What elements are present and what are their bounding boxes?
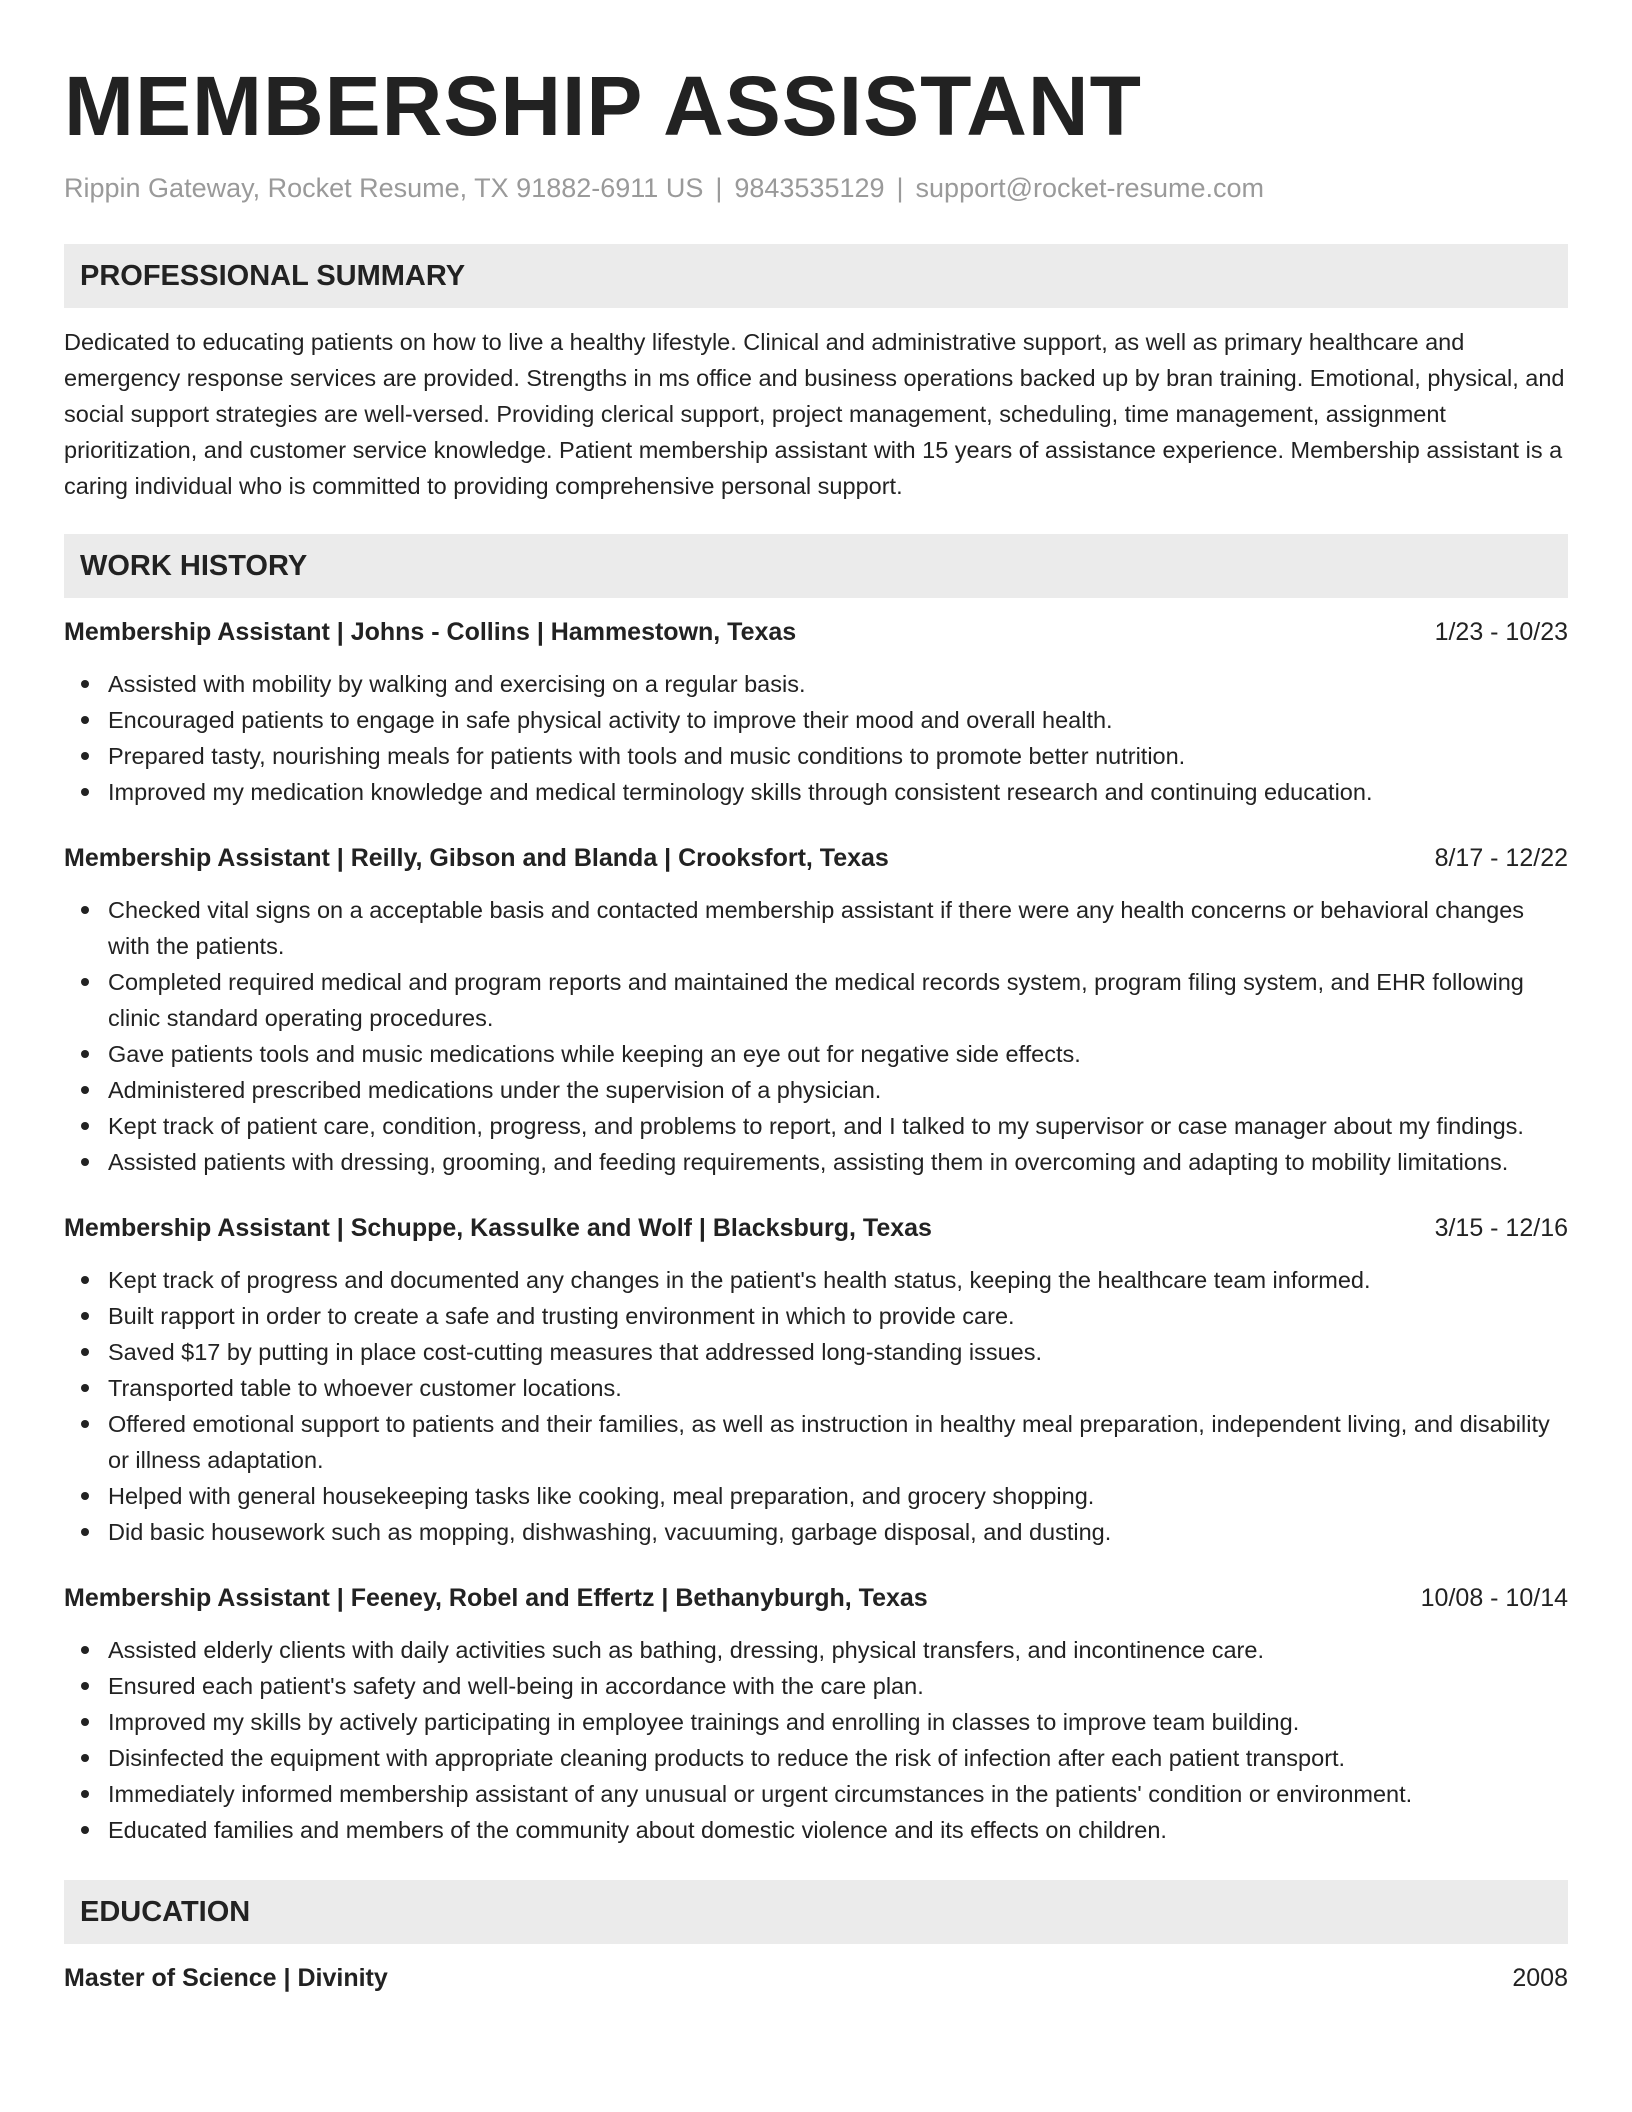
education-degree: Master of Science | Divinity [64,1964,388,1992]
job-title: Membership Assistant | Schuppe, Kassulke and Wolf | Blacksburg, Texas [64,1214,932,1242]
job-bullet: Administered prescribed medications under the supervision of a physician. [64,1072,1568,1108]
job-bullet: Assisted patients with dressing, grooming, and feeding requirements, assisting them in overcoming and adapting to mobility limitations. [64,1144,1568,1180]
section-heading-work-history: WORK HISTORY [64,534,1568,598]
job-bullet: Helped with general housekeeping tasks like cooking, meal preparation, and grocery shopping. [64,1478,1568,1514]
contact-separator: | [715,173,723,203]
contact-phone: 9843535129 [734,173,885,203]
job-bullet: Saved $17 by putting in place cost-cutting measures that addressed long-standing issues. [64,1334,1568,1370]
job-header [64,614,1568,650]
education-entry [64,1960,1568,1996]
contact-separator: | [896,173,904,203]
job-bullet-list [64,892,1568,1180]
job-bullet: Ensured each patient's safety and well-being in accordance with the care plan. [64,1668,1568,1704]
job-bullet: Encouraged patients to engage in safe physical activity to improve their mood and overall health. [64,702,1568,738]
job-title: Membership Assistant | Feeney, Robel and Effertz | Bethanyburgh, Texas [64,1584,928,1612]
contact-email: support@rocket-resume.com [915,173,1265,203]
job-bullet: Built rapport in order to create a safe and trusting environment in which to provide care. [64,1298,1568,1334]
summary-text: Dedicated to educating patients on how to live a healthy lifestyle. Clinical and administrative support, as well as primary healthcare and emergency response services are provided. Strengths in ms office and business operations backed up by bran training. Emotional, physical, and social support strategies are well-versed. Providing clerical support, project management, scheduling, time management, assignment prioritization, and customer service knowledge. Patient membership assistant with 15 years of assistance experience. Membership assistant is a caring individual who is committed to providing comprehensive personal support. [64,329,1565,499]
job-bullet: Prepared tasty, nourishing meals for patients with tools and music conditions to promote better nutrition. [64,738,1568,774]
job-bullet: Kept track of progress and documented any changes in the patient's health status, keeping the healthcare team informed. [64,1262,1568,1298]
job-bullet: Kept track of patient care, condition, progress, and problems to report, and I talked to my supervisor or case manager about my findings. [64,1108,1568,1144]
job-bullet: Improved my skills by actively participating in employee trainings and enrolling in classes to improve team building. [64,1704,1568,1740]
job-header [64,840,1568,876]
contact-line [64,170,1568,206]
job-bullet: Disinfected the equipment with appropriate cleaning products to reduce the risk of infection after each patient transport. [64,1740,1568,1776]
job-entry [64,614,1568,810]
job-title: Membership Assistant | Reilly, Gibson and Blanda | Crooksfort, Texas [64,844,889,872]
job-bullet-list [64,1632,1568,1848]
job-bullet: Educated families and members of the community about domestic violence and its effects on children. [64,1812,1568,1848]
job-entry [64,1580,1568,1848]
contact-address: Rippin Gateway, Rocket Resume, TX 91882-6911 US [64,173,704,203]
job-entry [64,840,1568,1180]
job-dates: 3/15 - 12/16 [1434,1214,1568,1242]
job-dates: 10/08 - 10/14 [1420,1584,1568,1612]
section-heading-summary: PROFESSIONAL SUMMARY [64,244,1568,308]
job-bullet: Assisted elderly clients with daily activities such as bathing, dressing, physical transfers, and incontinence care. [64,1632,1568,1668]
job-bullet-list [64,1262,1568,1550]
job-bullet: Gave patients tools and music medications while keeping an eye out for negative side effects. [64,1036,1568,1072]
job-title: Membership Assistant | Johns - Collins | Hammestown, Texas [64,618,797,646]
job-bullet: Completed required medical and program reports and maintained the medical records system, program filing system, and EHR following clinic standard operating procedures. [64,964,1568,1036]
education-year: 2008 [1512,1964,1568,1992]
section-heading-education: EDUCATION [64,1880,1568,1944]
job-bullet: Assisted with mobility by walking and exercising on a regular basis. [64,666,1568,702]
job-bullet: Checked vital signs on a acceptable basis and contacted membership assistant if there were any health concerns or behavioral changes with the patients. [64,892,1568,964]
job-entry [64,1210,1568,1550]
job-bullet: Immediately informed membership assistant of any unusual or urgent circumstances in the patients' condition or environment. [64,1776,1568,1812]
job-header [64,1580,1568,1616]
job-bullet: Improved my medication knowledge and medical terminology skills through consistent research and continuing education. [64,774,1568,810]
job-dates: 1/23 - 10/23 [1434,618,1568,646]
job-bullet-list [64,666,1568,810]
work-history-list [64,614,1568,1848]
resume-name: MEMBERSHIP ASSISTANT [64,59,1142,153]
job-dates: 8/17 - 12/22 [1434,844,1568,872]
job-bullet: Transported table to whoever customer locations. [64,1370,1568,1406]
job-header [64,1210,1568,1246]
job-bullet: Did basic housework such as mopping, dishwashing, vacuuming, garbage disposal, and dusting. [64,1514,1568,1550]
job-bullet: Offered emotional support to patients and their families, as well as instruction in healthy meal preparation, independent living, and disability or illness adaptation. [64,1406,1568,1478]
